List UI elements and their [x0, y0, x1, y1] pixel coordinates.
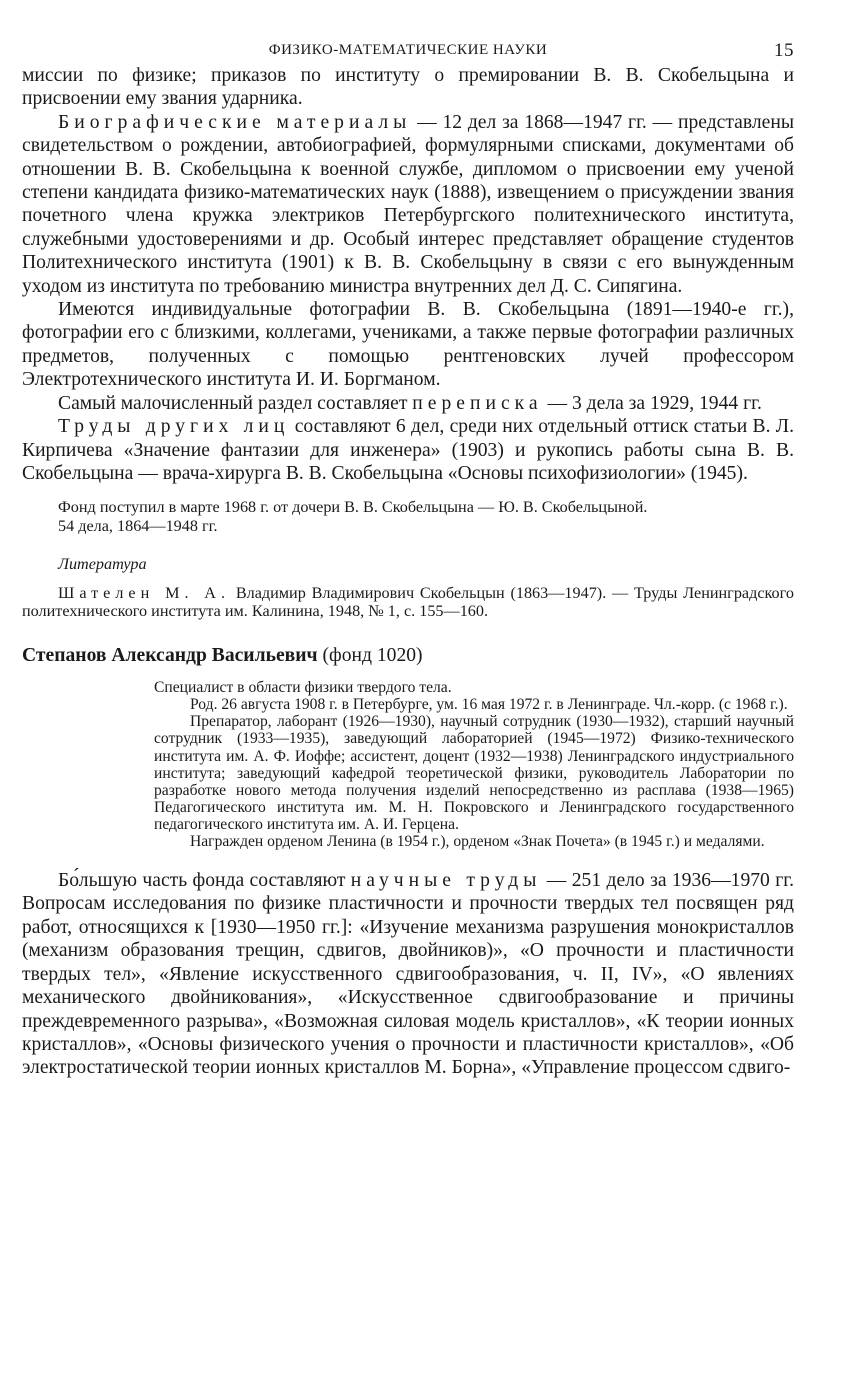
section-title: ФИЗИКО-МАТЕМАТИЧЕСКИЕ НАУКИ	[268, 42, 548, 58]
paragraph: Труды других лиц составляют 6 дел, среди них отдельный оттиск статьи В. Л. Кирпичева «Значение фантазии для инженера» (1903) и рукопись работы сына В. В. Скобельцына — врача-хирурга В. В. Скобельцына «Основы психофизиологии» (1945).	[22, 416, 794, 484]
spaced-term: переписка	[412, 392, 543, 414]
spaced-term: Труды других лиц	[58, 416, 290, 438]
literature-heading: Литература	[58, 554, 147, 573]
fund-description	[22, 869, 794, 1080]
book-page	[22, 36, 794, 1080]
person-name: Степанов Александр Васильевич	[22, 645, 318, 667]
bio-line: Специалист в области физики твердого тела.	[154, 679, 452, 697]
bio-line: Награжден орденом Ленина (в 1954 г.), орденом «Знак Почета» (в 1945 г.) и медалями.	[190, 832, 765, 850]
intro-text	[22, 64, 794, 485]
fund-source: Фонд поступил в марте 1968 г. от дочери В. В. Скобельцына — Ю. В. Скобельцыной.	[58, 498, 648, 517]
paragraph: Бо́льшую часть фонда составляют научные труды — 251 дело за 1936—1970 гг. Вопросам исследования по физике пластичности и прочности твердых тел посвящен ряд работ, относящихся к [1930—1950 гг.]: «Изучение механизма разрушения монокристаллов (механизм образования трещин, сдвигов, двойников)», «О прочности и пластичности твердых тел», «Явление искусственного сдвигообразования, ч. II, IV», «О явлениях механического двойникования», «Искусственное сдвигообразование и причины преждевременного разрыва», «Возможная силовая модель кристаллов», «К теории ионных кристаллов», «Основы физического учения о прочности и пластичности кристаллов», «Об электростатической теории ионных кристаллов М. Борна», «Управление процессом сдвиго-	[22, 870, 794, 1079]
paragraph: Самый малочисленный раздел составляет переписка — 3 дела за 1929, 1944 гг.	[58, 392, 762, 414]
fund-extent: 54 дела, 1864—1948 гг.	[58, 516, 218, 535]
fund-note	[22, 498, 794, 534]
page-number: 15	[774, 40, 794, 61]
spaced-term: Биографические материалы	[58, 111, 412, 133]
ref-author: Шателен М. А.	[58, 583, 231, 602]
spaced-term: научные труды	[350, 870, 542, 892]
fund-number: (фонд 1020)	[317, 645, 423, 667]
literature-reference: Шателен М. А. Владимир Владимирович Скобельцын (1863—1947). — Труды Ленинградского политехнического института им. Калинина, 1948, № 1, с. 155—160.	[22, 583, 794, 620]
bio-line: Род. 26 августа 1908 г. в Петербурге, ум. 16 мая 1972 г. в Ленинграде. Чл.-корр. (с 1968 г.).	[190, 696, 788, 714]
paragraph: миссии по физике; приказов по институту о премировании В. В. Скобельцына и присвоении ему звания ударника.	[22, 65, 794, 110]
running-header	[22, 36, 794, 64]
paragraph: Биографические материалы — 12 дел за 1868—1947 гг. — представлены свидетельством о рождении, автобиографией, формулярными списками, документами об отношении В. В. Скобельцына к военной службе, дипломом о присвоении ему ученой степени кандидата физико-математических наук (1888), извещением о присуждении звания почетного члена кружка электриков Петербургского политехнического института, служебными удостоверениями и др. Особый интерес представляет обращение студентов Политехнического института (1901) к В. В. Скобельцыну в связи с его вынужденным уходом из института по требованию министра внутренних дел Д. С. Сипягина.	[22, 111, 794, 297]
biography-block	[154, 679, 794, 850]
bio-line: Препаратор, лаборант (1926—1930), научный сотрудник (1930—1932), старший научный сотрудник (1933—1935), заведующий лабораторией (1945—1972) Физико-технического института им. А. Ф. Иоффе; ассистент, доцент (1932—1938) Ленинградского индустриального института; заведующий кафедрой теоретической физики, руководитель Лаборатории по разработке нового метода получения изделий непосредственно из расплава (1938—1965) Педагогического института им. М. Н. Покровского и Ленинградского государственного педагогического института им. А. И. Герцена.	[154, 713, 794, 833]
entry-heading	[22, 644, 794, 667]
paragraph: Имеются индивидуальные фотографии В. В. Скобельцына (1891—1940-е гг.), фотографии его с близкими, коллегами, учениками, а также первые фотографии различных предметов, полученных с помощью рентгеновских лучей профессором Электротехнического института И. И. Боргманом.	[22, 299, 794, 391]
